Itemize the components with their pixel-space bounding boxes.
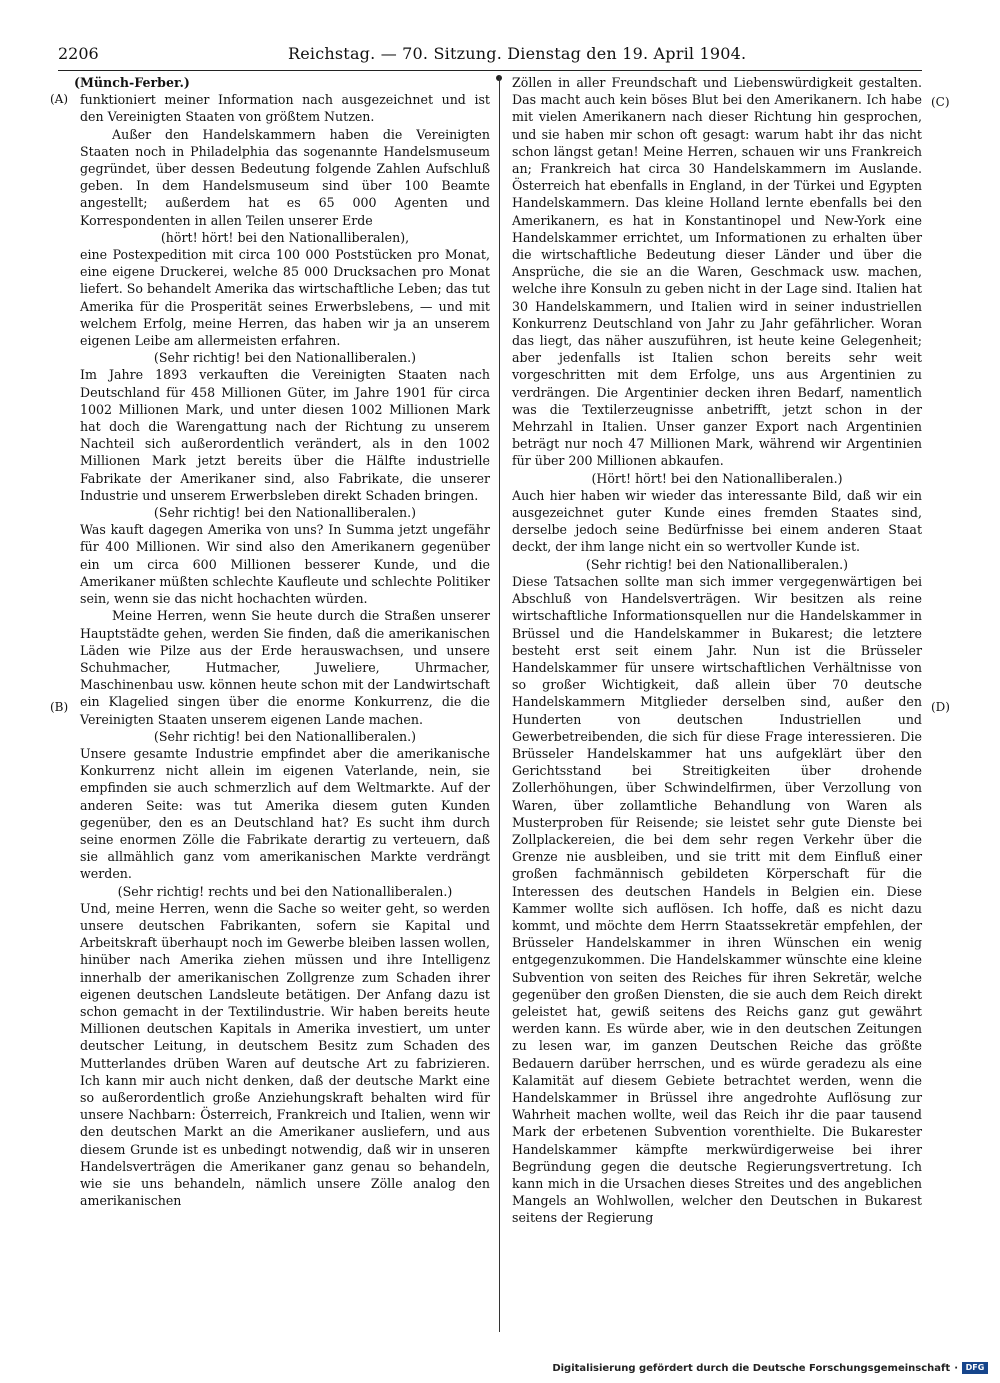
speaker-name: (Münch-Ferber.) bbox=[74, 75, 190, 90]
digitization-credit: Digitalisierung gefördert durch die Deutsche Forschungsgemeinschaft · DFG bbox=[552, 1362, 988, 1374]
paragraph: Diese Tatsachen sollte man sich immer vergegenwärtigen bei Abschluß von Handelsverträgen. Wir besitzen als reine wirtschaftliche Informationsquellen nur die Handelskammer in Brüssel und die Handelskammer in Bukarest; die letztere besteht erst seit einem Jahr. Nun ist die Brüsseler Handelskammer für unsere wirtschaftlichen Verhältnisse von so großer Wichtigkeit, daß allein über 70 deutsche Handelskammern Mitglieder derselben sind, außer den Hunderten von deutschen Industriellen und Gewerbetreibenden, die sich für diese Frage interessieren. Die Brüsseler Handelskammer hat uns aufgeklärt über den Gerichtsstand bei Streitigkeiten über drohende Zollerhöhungen, über Schwindelfirmen, über Verzollung von Waren, über zollamtliche Behandlung von Waren als Musterproben für Reisende; sie leistet sehr gute Dienste bei Zollplackereien, die bei dem sehr regen Verkehr über die Grenze nie ausbleiben, und sie tritt mit dem Einfluß einer großen fachmännisch gebildeten Körperschaft für die Interessen des deutschen Handels in Belgien ein. Diese Kammer wollte sich auflösen. Ich hoffe, daß es nicht dazu kommt, und möchte dem Herrn Staatssekretär empfehlen, der Brüsseler Handelskammer in ihren Wünschen ein wenig entgegenzukommen. Die Handelskammer wünschte eine kleine Subvention von seiten des Reiches für ihren Sekretär, welche gegenüber den großen Diensten, die sie auch dem Reich direkt geleistet hat, gewiß seitens des Reichs ganz gut gewährt werden kann. Es würde aber, wie in den deutschen Zeitungen zu lesen war, im ganzen Deutschen Reiche das größte Bedauern darüber herrschen, und es würde geradezu als eine Kalamität auf diesem Gebiete betrachtet werden, wenn die Handelskammer in Brüssel ihre angedrohte Auflösung zur Wahrheit machen wollte, weil das Reich ihr die paar tausend Mark der erbetenen Subvention vorenthielte. Die Bukarester Handelskammer kämpfte merkwürdigerweise bei ihrer Begründung gegen die deutsche Regierungsvertretung. Ich kann mich in die Ursachen dieses Streites und des angeblichen Mangels an Wohlwollen, welcher den Deutschen in Bukarest seitens der Regierung bbox=[512, 573, 922, 1226]
margin-marker-d: (D) bbox=[931, 700, 950, 714]
margin-marker-c: (C) bbox=[931, 95, 950, 109]
interjection: (Sehr richtig! bei den Nationalliberalen.) bbox=[153, 505, 417, 521]
dfg-logo: DFG bbox=[962, 1362, 988, 1374]
credit-text: Digitalisierung gefördert durch die Deutsche Forschungsgemeinschaft bbox=[552, 1362, 951, 1374]
margin-marker-a: (A) bbox=[50, 92, 69, 106]
running-title: Reichstag. — 70. Sitzung. Dienstag den 19. April 1904. bbox=[288, 44, 747, 63]
paragraph: Unsere gesamte Industrie empfindet aber die amerikanische Konkurrenz nicht allein im eigenen Vaterlande, nein, sie empfinden sie auch schmerzlich auf dem Weltmarkte. Auf der anderen Seite: was tut Amerika diesem guten Kunden gegenüber, den es an Deutschland hat? Es sucht ihm durch seine enormen Zölle die Fabrikate derartig zu verteuern, daß sie allmählich ganz vom amerikanischen Markte verdrängt werden. bbox=[80, 745, 490, 882]
paragraph: Im Jahre 1893 verkauften die Vereinigten Staaten nach Deutschland für 458 Millionen Güter, im Jahre 1901 für circa 1002 Millionen Mark, und unter diesen 1002 Millionen Mark hat doch die Warengattung nach der Richtung zu unserem Nachteil sich außerordentlich verändert, als in den 1002 Millionen Mark jetzt bereits über die Hälfte industrielle Fabrikate der Amerikaner sind, also Fabrikate, die unserer Industrie und unserem Erwerbsleben direkt Schaden bringen. bbox=[80, 367, 490, 503]
paragraph: funktioniert meiner Information nach ausgezeichnet und ist den Vereinigten Staaten von größtem Nutzen. bbox=[80, 92, 490, 125]
paragraph: Was kauft dagegen Amerika von uns? In Summa jetzt ungefähr für 400 Millionen. Wir sind also den Amerikanern gegenüber ein um circa 600 Millionen besserer Kunde, und die Amerikaner müßten schlechte Kaufleute und schlechte Politiker sein, wenn sie das nicht hochachten würden. bbox=[80, 522, 490, 607]
interjection: (Sehr richtig! bei den Nationalliberalen.) bbox=[585, 556, 849, 572]
paragraph: Auch hier haben wir wieder das interessante Bild, daß wir ein ausgezeichnet guter Kunde eines fremden Staates sind, derselbe jedoch seine Bedürfnisse bei einem anderen Staat deckt, der ihm lange nicht ein so wertvoller Kunde ist. bbox=[512, 487, 922, 555]
margin-marker-b: (B) bbox=[50, 700, 69, 714]
page-header bbox=[58, 44, 922, 68]
interjection: (hört! hört! bei den Nationalliberalen), bbox=[160, 229, 410, 245]
page-number: 2206 bbox=[58, 44, 99, 63]
right-column bbox=[512, 74, 922, 1227]
paragraph: Außer den Handelskammern haben die Vereinigten Staaten noch in Philadelphia das sogenannte Handelsmuseum gegründet, über dessen Bedeutung folgende Zahlen Aufschluß geben. In dem Handelsmuseum sind über 100 Beamte angestellt; außerdem hat es 65 000 Agenten und Korrespondenten in allen Teilen unserer Erde bbox=[80, 126, 490, 228]
paragraph: Meine Herren, wenn Sie heute durch die Straßen unserer Hauptstädte gehen, werden Sie finden, daß die amerikanischen Läden wie Pilze aus der Erde herauswachsen, und unsere Schuhmacher, Hutmacher, Juweliere, Uhrmacher, Maschinenbau usw. können heute schon mit der Landwirtschaft ein Klagelied singen über die enorme Konkurrenz, die die Vereinigten Staaten unserem eigenen Lande machen. bbox=[80, 608, 490, 727]
header-rule bbox=[58, 70, 922, 71]
interjection: (Sehr richtig! bei den Nationalliberalen.) bbox=[153, 350, 417, 366]
paragraph: eine Postexpedition mit circa 100 000 Poststücken pro Monat, eine eigene Druckerei, welche 85 000 Drucksachen pro Monat liefert. So behandelt Amerika das wirtschaftliche Leben; das tut Amerika für die Prosperität seines Erwerbslebens, — und mit welchem Erfolg, meine Herren, das haben wir ja an unserem eigenen Leibe am allermeisten erfahren. bbox=[80, 247, 490, 349]
paragraph: Zöllen in aller Freundschaft und Liebenswürdigkeit gestalten. Das macht auch kein böses Blut bei den Amerikanern. Ich habe mit vielen Amerikanern nach dieser Richtung hin gesprochen, und sie haben mir schon oft gesagt: warum habt ihr das nicht schon längst getan! Meine Herren, schauen wir uns Frankreich an; Frankreich hat circa 30 Handelskammern im Auslande. Österreich hat ebenfalls in England, in der Türkei und Egypten Handelskammern. Das kleine Holland lernte ebenfalls bei den Amerikanern, es hat in Konstantinopel und New-York eine Handelskammer errichtet, um Informationen zu erhalten über die wirtschaftliche Bedeutung dieser Länder und über die Ansprüche, die sie an die Waren, Geschmack usw. machen, welche ihre Konsuln zu geben nicht in der Lage sind. Italien hat 30 Handelskammern, und Italien wird in seiner industriellen Konkurrenz Deutschland von Jahr zu Jahr gefährlicher. Woran das liegt, das näher auszuführen, ist heute keine Gelegenheit; aber jedenfalls ist Italien schon bereits sehr weit vorgeschritten mit dem Erfolge, uns aus Argentinien zu verdrängen. Die Argentinier decken ihren Bedarf, namentlich was die Textilerzeugnisse anbetrifft, jetzt schon in der Mehrzahl in Italien. Unser ganzer Export nach Argentinien beträgt nur noch 47 Millionen Mark, während wir Argentinien für über 200 Millionen abkaufen. bbox=[512, 75, 922, 469]
column-separator bbox=[499, 76, 500, 1332]
left-column bbox=[74, 74, 490, 1209]
paragraph: Und, meine Herren, wenn die Sache so weiter geht, so werden unsere deutschen Fabrikanten, sofern sie Kapital und Arbeitskraft überhaupt noch im Gewerbe bleiben lassen wollen, hinüber nach Amerika ziehen müssen und ihre Intelligenz innerhalb der amerikanischen Zollgrenze zum Schaden ihrer eigenen deutschen Landsleute betätigen. Der Anfang dazu ist schon gemacht in der Textilindustrie. Wir haben bereits heute Millionen deutschen Kapitals in Amerika investiert, um unter deutscher Leitung, in deutschem Besitz zum Schaden des Mutterlandes drüben Waren auf deutsche Art zu fabrizieren. Ich kann mir auch nicht denken, daß der deutsche Markt eine so außerordentlich große Anziehungskraft behalten wird für unsere Nachbarn: Österreich, Frankreich und Italien, wenn wir den deutschen Markt an die Amerikaner ausliefern, und aus diesem Grunde ist es unbedingt notwendig, daß wir in unseren Handelsverträgen die Amerikaner ganz genau so behandeln, wie sie uns behandeln, nämlich unsere Zölle analog den amerikanischen bbox=[80, 900, 490, 1209]
interjection: (Sehr richtig! rechts und bei den Nationalliberalen.) bbox=[117, 883, 453, 899]
interjection: (Hört! hört! bei den Nationalliberalen.) bbox=[591, 470, 843, 486]
interjection: (Sehr richtig! bei den Nationalliberalen.) bbox=[153, 728, 417, 744]
